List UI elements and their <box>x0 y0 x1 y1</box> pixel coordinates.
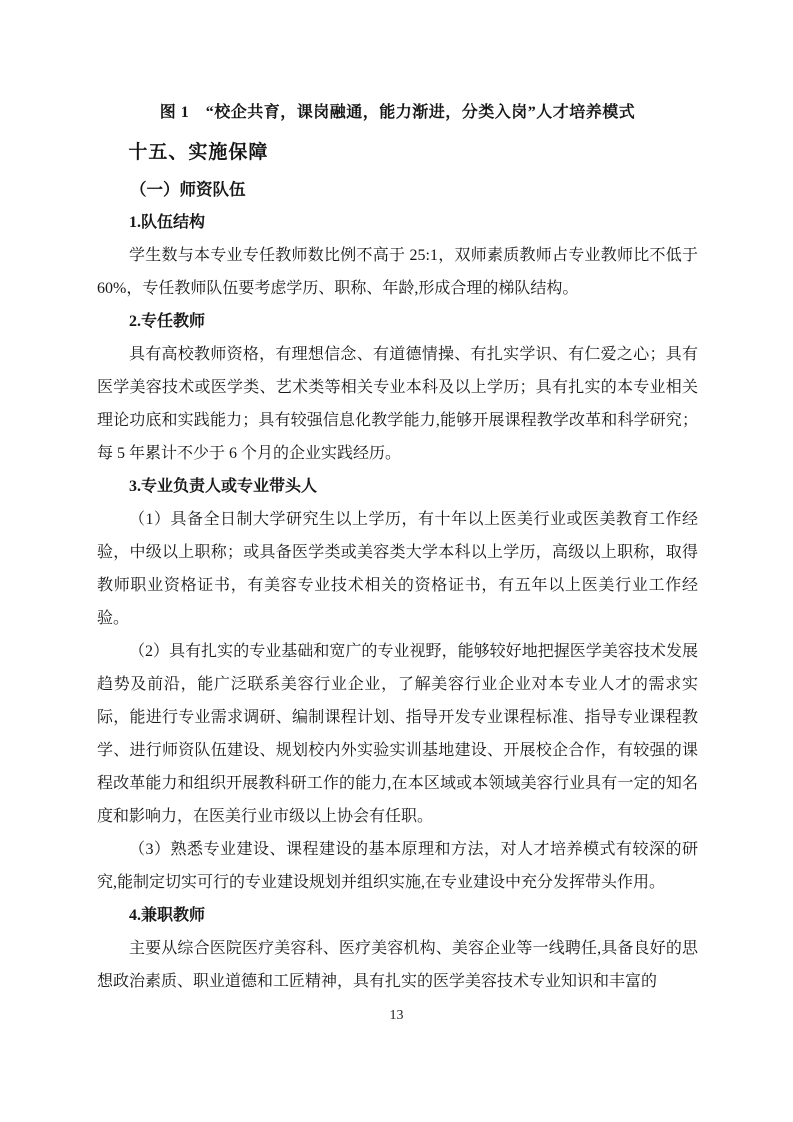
figure-caption: 图 1 “校企共育，课岗融通，能力渐进，分类入岗”人才培养模式 <box>159 104 636 121</box>
numbered-heading-fulltime-teachers: 2.专任教师 <box>129 313 206 330</box>
page-content <box>97 96 698 998</box>
section-heading: 十五、实施保障 <box>128 142 269 163</box>
body-paragraph: 具有高校教师资格，有理想信念、有道德情操、有扎实学识、有仁爱之心；具有医学美容技术或医学类、艺术类等相关专业本科及以上学历；具有扎实的本专业相关理论功底和实践能力；具有较强信息化教学能力,能够开展课程教学改革和科学研究；每 5 年累计不少于 6 个月的企业实践经历。 <box>97 346 698 462</box>
body-paragraph: （3）熟悉专业建设、课程建设的基本原理和方法，对人才培养模式有较深的研究,能制定切实可行的专业建设规划并组织实施,在专业建设中充分发挥带头作用。 <box>97 841 698 891</box>
body-paragraph: 主要从综合医院医疗美容科、医疗美容机构、美容企业等一线聘任,具备良好的思想政治素质、职业道德和工匠精神，具有扎实的医学美容技术专业知识和丰富的 <box>97 940 698 990</box>
subsection-heading: （一）师资队伍 <box>130 180 246 199</box>
numbered-heading-program-leader: 3.专业负责人或专业带头人 <box>129 478 318 495</box>
body-paragraph: （2）具有扎实的专业基础和宽广的专业视野，能够较好地把握医学美容技术发展趋势及前沿，能广泛联系美容行业企业，了解美容行业企业对本专业人才的需求实际，能进行专业需求调研、编制课程计划、指导开发专业课程标准、指导专业课程教学、进行师资队伍建设、规划校内外实验实训基地建设、开展校企合作，有较强的课程改革能力和组织开展教科研工作的能力,在本区域或本领域美容行业具有一定的知名度和影响力，在医美行业市级以上协会有任职。 <box>97 643 698 825</box>
body-paragraph: 学生数与本专业专任教师数比例不高于 25:1，双师素质教师占专业教师比不低于 60%，专任教师队伍要考虑学历、职称、年龄,形成合理的梯队结构。 <box>97 247 698 297</box>
numbered-heading-team-structure: 1.队伍结构 <box>129 214 206 231</box>
numbered-heading-parttime-teachers: 4.兼职教师 <box>129 907 206 924</box>
body-paragraph: （1）具备全日制大学研究生以上学历，有十年以上医美行业或医美教育工作经验，中级以上职称；或具备医学类或美容类大学本科以上学历，高级以上职称，取得教师职业资格证书，有美容专业技术相关的资格证书，有五年以上医美行业工作经验。 <box>97 511 698 627</box>
page-number: 13 <box>389 1008 404 1023</box>
